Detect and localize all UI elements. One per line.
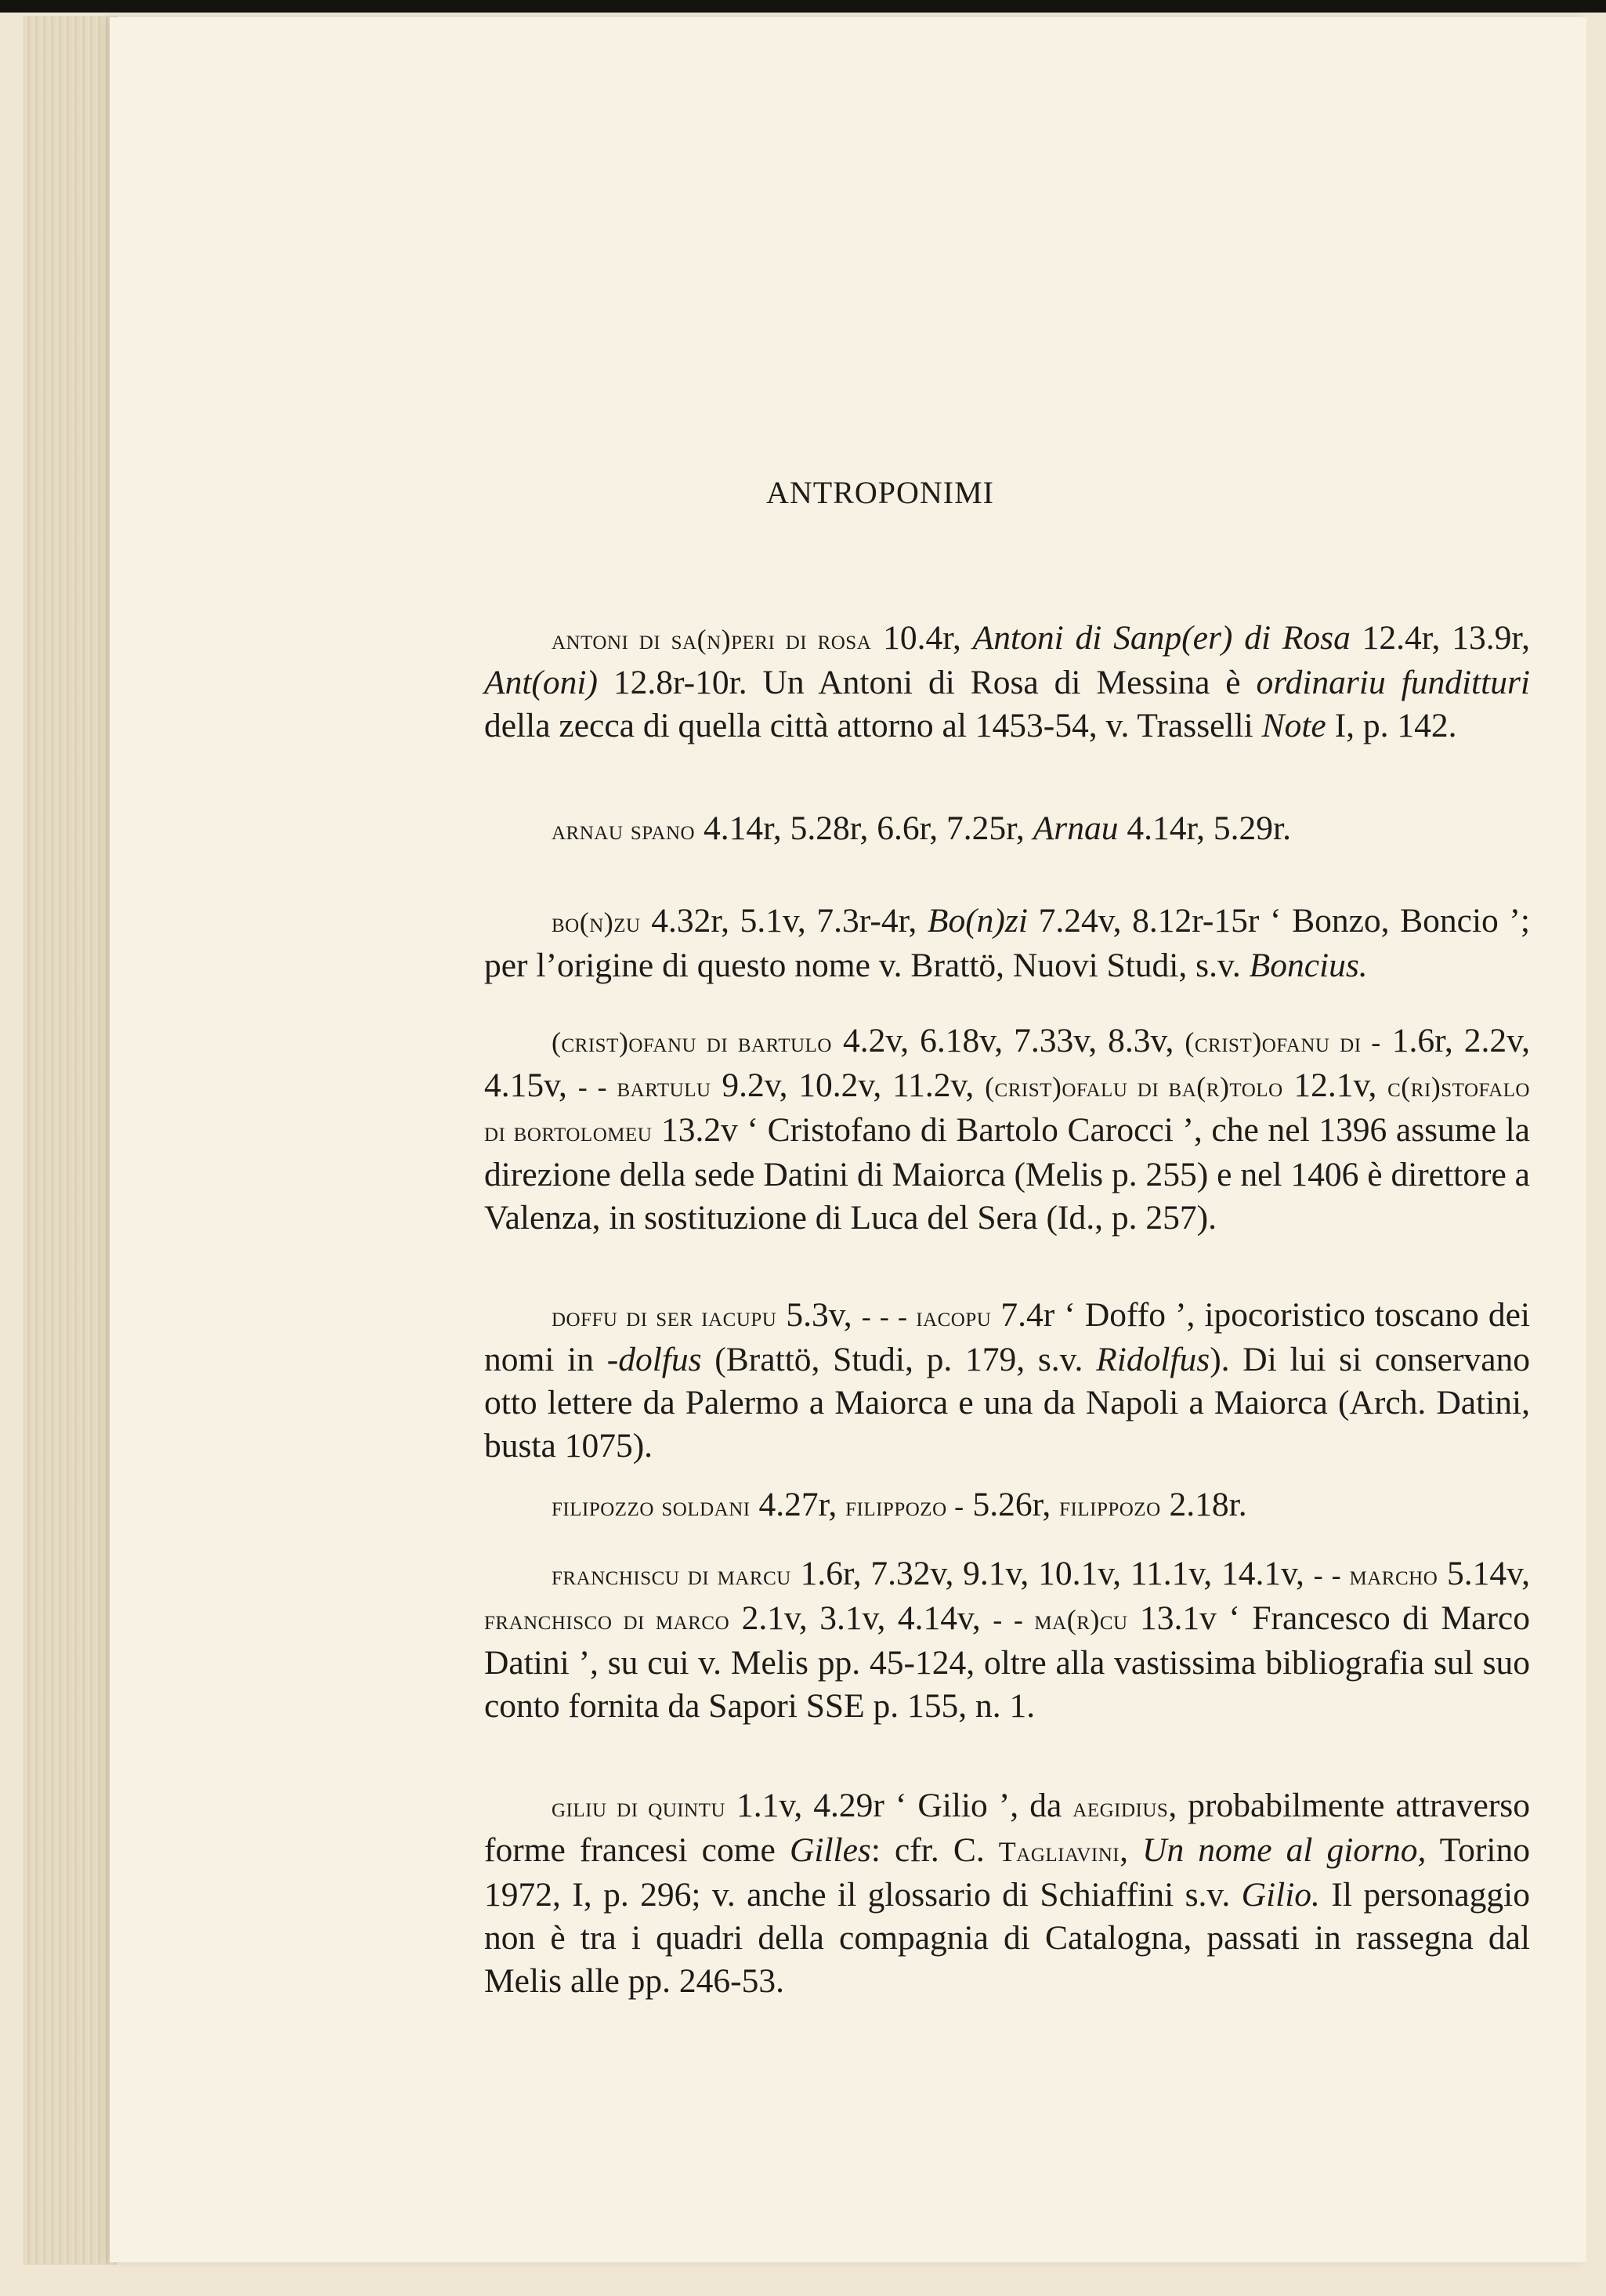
entry-doffu	[484, 1294, 1530, 1468]
body-text: 7.24v, 8.12r-15r ‘ Bonzo, Boncio ’; per l’origine di questo nome v. Brattö, Nuovi Studi, s.v.	[484, 902, 1530, 984]
entry-paragraph	[484, 1784, 1530, 2003]
headword-smallcaps: c(ri)stofalo di bortolomeu	[484, 1071, 1530, 1147]
italic-text: Antoni di Sanp(er) di Rosa	[972, 619, 1351, 657]
entry-franchiscu	[484, 1552, 1530, 1728]
entry-paragraph	[484, 617, 1530, 748]
body-text: I, p. 142.	[1326, 707, 1457, 744]
book-page	[110, 17, 1586, 2262]
headword-smallcaps: aegidius	[1072, 1791, 1169, 1823]
body-text: 12.1v,	[1282, 1067, 1388, 1104]
headword-smallcaps: doffu di ser iacupu	[552, 1301, 777, 1332]
body-text: 5.3v,	[776, 1296, 862, 1334]
headword-smallcaps: filippozo	[1059, 1490, 1161, 1522]
entry-arnau	[484, 807, 1530, 852]
body-text: 1.6r, 2.2v, 4.15v,	[484, 1022, 1530, 1104]
body-text: (Brattö, Studi, p. 179, s.v.	[701, 1341, 1097, 1378]
headword-smallcaps: - - marcho	[1313, 1559, 1438, 1591]
headword-smallcaps: Tagliavini	[998, 1836, 1120, 1867]
page-title: ANTROPONIMI	[766, 475, 994, 510]
body-text: ,	[1119, 1831, 1143, 1869]
body-text: 4.14r, 5.29r.	[1118, 809, 1292, 847]
entry-antoni	[484, 617, 1530, 748]
body-text: 9.2v, 10.2v, 11.2v,	[711, 1067, 986, 1104]
body-text: 13.1v ‘ Francesco di Marco Datini ’, su cui v. Melis pp. 45-124, oltre alla vastissima bibliografia sul suo conto fornita da Sapori SSE p. 155, n. 1.	[484, 1599, 1530, 1725]
body-text: Torino 1972, I, p. 296; v. anche il glossario di Schiaffini s.v.	[484, 1831, 1530, 1914]
body-text: 7.4r ‘ Doffo ’, ipocoristico toscano dei nomi in	[484, 1296, 1531, 1378]
entry-paragraph	[484, 1019, 1530, 1240]
body-text: , probabilmente attraverso forme francesi come	[484, 1787, 1530, 1869]
body-text: : cfr. C.	[870, 1831, 999, 1869]
italic-text: -dolfus	[606, 1341, 702, 1378]
headword-smallcaps: antoni di sa(n)peri di rosa	[552, 624, 872, 655]
headword-smallcaps: (crist)ofanu di -	[1185, 1027, 1381, 1058]
headword-smallcaps: filippozo -	[845, 1490, 964, 1522]
headword-smallcaps: bo(n)zu	[552, 907, 641, 938]
italic-text: Un nome al giorno,	[1142, 1831, 1427, 1869]
body-text: 2.18r.	[1160, 1486, 1247, 1523]
body-text: 12.4r, 13.9r,	[1350, 619, 1530, 657]
body-text: ). Di lui si conservano otto lettere da Palermo a Maiorca e una da Napoli a Maiorca (Arch. Datini, busta 1075).	[484, 1341, 1531, 1465]
entry-giliu	[484, 1784, 1530, 2003]
body-text: Il personaggio non è tra i quadri della compagnia di Catalogna, passati in rassegna dal Melis alle pp. 246-53.	[484, 1876, 1530, 2000]
scan-top-edge	[0, 0, 1606, 13]
italic-text: Arnau	[1033, 809, 1119, 847]
entry-paragraph	[484, 900, 1530, 987]
italic-text: Gilles	[789, 1831, 871, 1869]
body-text: 4.27r,	[750, 1486, 846, 1523]
body-text: 12.8r-10r. Un Antoni di Rosa di Messina è	[597, 664, 1257, 701]
italic-text: ordinariu funditturi	[1256, 664, 1530, 701]
italic-text: Bo(n)zi	[927, 902, 1028, 940]
headword-smallcaps: franchisco di marco	[484, 1604, 730, 1635]
headword-smallcaps: giliu di quintu	[552, 1791, 726, 1823]
entry-filipozzo	[484, 1483, 1530, 1528]
body-text: della zecca di quella città attorno al 1453-54, v. Trasselli	[484, 707, 1262, 744]
body-text: 4.32r, 5.1v, 7.3r-4r,	[640, 902, 928, 940]
body-text: 1.6r, 7.32v, 9.1v, 10.1v, 11.1v, 14.1v,	[790, 1555, 1314, 1592]
headword-smallcaps: - - bartulu	[577, 1071, 711, 1103]
body-text: 5.26r,	[964, 1486, 1060, 1523]
entry-paragraph	[484, 1294, 1530, 1468]
body-text: 13.2v ‘ Cristofano di Bartolo Carocci ’, che nel 1396 assume la direzione della sede Datini di Maiorca (Melis p. 255) e nel 1406 è direttore a Valenza, in sostituzione di Luca del Sera (Id., p. 257).	[484, 1111, 1530, 1237]
body-text: 1.1v, 4.29r ‘ Gilio ’, da	[725, 1787, 1073, 1824]
italic-text: Gilio.	[1241, 1876, 1320, 1914]
body-text: 2.1v, 3.1v, 4.14v,	[729, 1599, 993, 1637]
headword-smallcaps: (crist)ofanu di bartulo	[552, 1027, 832, 1058]
entry-paragraph	[484, 1552, 1530, 1728]
entry-paragraph	[484, 807, 1530, 852]
page-edges	[24, 16, 118, 2265]
italic-text: Note	[1261, 707, 1326, 744]
headword-smallcaps: - - - iacopu	[861, 1301, 992, 1332]
entry-bonzu	[484, 900, 1530, 987]
italic-text: Ant(oni)	[484, 664, 598, 701]
italic-text: Boncius.	[1249, 947, 1368, 984]
headword-smallcaps: franchiscu di marcu	[552, 1559, 791, 1591]
body-text: 4.14r, 5.28r, 6.6r, 7.25r,	[695, 809, 1033, 847]
headword-smallcaps: arnau spano	[552, 814, 696, 846]
headword-smallcaps: (crist)ofalu di ba(r)tolo	[985, 1071, 1283, 1103]
headword-smallcaps: filipozzo soldani	[552, 1490, 751, 1522]
body-text: 5.14v,	[1438, 1555, 1530, 1592]
italic-text: Ridolfus	[1096, 1341, 1210, 1378]
headword-smallcaps: - - ma(r)cu	[993, 1604, 1128, 1635]
body-text: 10.4r,	[871, 619, 973, 657]
entry-cristofanu	[484, 1019, 1530, 1240]
entry-paragraph	[484, 1483, 1530, 1528]
body-text: 4.2v, 6.18v, 7.33v, 8.3v,	[831, 1022, 1185, 1059]
